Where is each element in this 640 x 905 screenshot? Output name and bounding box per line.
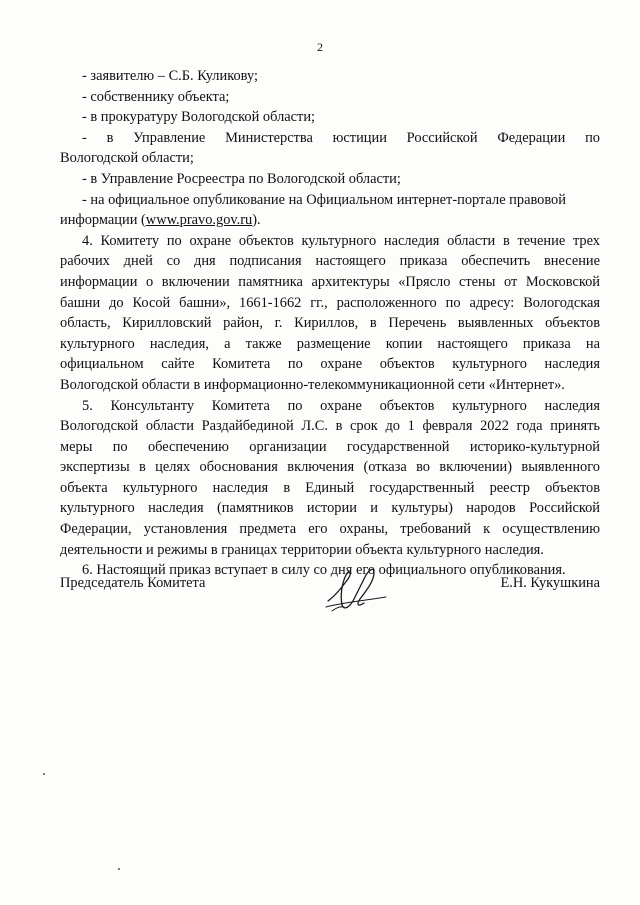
handwritten-signature xyxy=(322,561,392,619)
p4-line: Вологодской области в информационно-телекоммуникационной сети «Интернет». xyxy=(60,376,565,393)
document-body xyxy=(60,66,600,581)
p4-line: официальном сайте Комитета по охране объектов культурного наследия xyxy=(60,356,600,373)
paragraph-4 xyxy=(60,231,600,396)
recipient-publication: - на официальное опубликование на Официальном интернет-портале правовой xyxy=(82,191,566,208)
recipient-publication-cont xyxy=(60,210,600,231)
signature-block xyxy=(60,575,600,615)
p4-line: культурного наследия, а также размещение копии настоящего приказа на xyxy=(60,335,600,352)
signer-name: Е.Н. Кукушкина xyxy=(500,575,600,591)
recipient-owner: - собственнику объекта; xyxy=(82,88,230,105)
p4-line: рабочих дней со дня подписания настоящего приказа обеспечить внесение xyxy=(60,253,600,270)
p4-line: башни до Косой башни», 1661-1662 гг., расположенного по адресу: Вологодская xyxy=(60,294,600,311)
p5-line: деятельности и режимы в границах территории объекта культурного наследия. xyxy=(60,541,544,558)
p4-line: область, Кирилловский район, г. Кириллов, в Перечень выявленных объектов xyxy=(60,315,600,332)
p5-line: объекта культурного наследия в Единый государственный реестр объектов xyxy=(60,479,600,496)
page-number: 2 xyxy=(317,40,323,54)
paragraph-5 xyxy=(60,396,600,561)
recipients-list xyxy=(60,66,600,231)
p5-line: 5. Консультанту Комитета по охране объектов культурного наследия xyxy=(82,397,600,414)
publication-prefix: информации ( xyxy=(60,212,146,229)
p5-line: экспертизы в целях обоснования включения (отказа во включении) выявленного xyxy=(60,459,600,476)
pravo-link[interactable]: www.pravo.gov.ru xyxy=(145,212,253,229)
p4-line: информации о включении памятника архитектуры «Прясло стены от Московской xyxy=(60,273,600,290)
recipient-rosreestr: - в Управление Росреестра по Вологодской области; xyxy=(82,170,401,187)
recipient-applicant: - заявителю – С.Б. Куликову; xyxy=(82,68,258,84)
publication-suffix: ). xyxy=(252,212,261,229)
signer-title: Председатель Комитета xyxy=(60,575,206,591)
p6-line: 6. Настоящий приказ вступает в силу со дня его официального опубликования. xyxy=(82,562,566,579)
recipient-justice-ministry: - в Управление Министерства юстиции Российской Федерации по xyxy=(82,129,600,146)
p5-line: Вологодской области Раздайбединой Л.С. в срок до 1 февраля 2022 года принять xyxy=(60,418,600,435)
p5-line: меры по обеспечению организации государственной историко-культурной xyxy=(60,438,600,455)
scan-speck xyxy=(43,773,45,775)
p5-line: культурного наследия (памятников истории и культуры) народов Российской xyxy=(60,500,600,517)
recipient-prosecutor: - в прокуратуру Вологодской области; xyxy=(82,109,316,126)
recipient-justice-ministry-cont: Вологодской области; xyxy=(60,150,194,167)
scan-speck xyxy=(118,868,120,870)
p4-line: 4. Комитету по охране объектов культурного наследия области в течение трех xyxy=(82,232,600,249)
p5-line: Федерации, установления предмета его охраны, требований к осуществлению xyxy=(60,521,600,538)
